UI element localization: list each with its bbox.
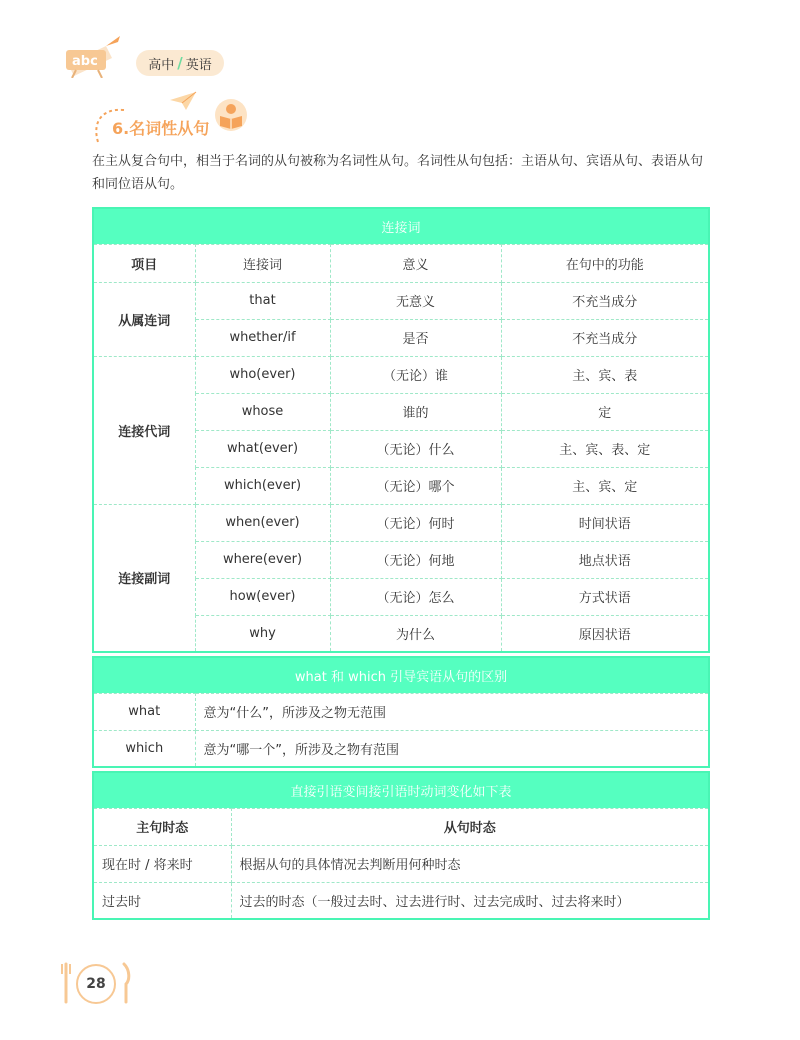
subject-breadcrumb bbox=[136, 50, 224, 76]
meaning-cell: 为什么 bbox=[330, 615, 501, 652]
meaning-cell: 是否 bbox=[330, 319, 501, 356]
meaning-cell: （无论）哪个 bbox=[330, 467, 501, 504]
function-cell: 定 bbox=[501, 393, 709, 430]
table-row bbox=[93, 504, 709, 541]
column-header: 连接词 bbox=[195, 244, 330, 282]
meaning-cell: 无意义 bbox=[330, 282, 501, 319]
word-cell: which(ever) bbox=[195, 467, 330, 504]
main-tense-cell: 过去时 bbox=[93, 882, 231, 919]
column-header: 项目 bbox=[93, 244, 195, 282]
intro-paragraph: 在主从复合句中，相当于名词的从句被称为名词性从句。名词性从句包括：主语从句、宾语从句、表语从句和同位语从句。 bbox=[92, 154, 704, 192]
word-cell: who(ever) bbox=[195, 356, 330, 393]
word-cell: which bbox=[93, 730, 195, 767]
function-cell: 不充当成分 bbox=[501, 319, 709, 356]
meaning-cell: 谁的 bbox=[330, 393, 501, 430]
meaning-cell: （无论）何地 bbox=[330, 541, 501, 578]
description-cell: 意为“什么”，所涉及之物无范围 bbox=[195, 693, 709, 730]
breadcrumb-separator: / bbox=[177, 54, 183, 72]
table-title: what 和 which 引导宾语从句的区别 bbox=[93, 657, 709, 693]
tense-change-table bbox=[92, 771, 710, 920]
word-cell: where(ever) bbox=[195, 541, 330, 578]
main-tense-cell: 现在时 / 将来时 bbox=[93, 845, 231, 882]
category-cell: 连接代词 bbox=[93, 356, 195, 504]
word-cell: whether/if bbox=[195, 319, 330, 356]
table-header-row bbox=[93, 772, 709, 808]
function-cell: 主、宾、表 bbox=[501, 356, 709, 393]
word-cell: what bbox=[93, 693, 195, 730]
word-cell: that bbox=[195, 282, 330, 319]
connectives-table bbox=[92, 207, 710, 653]
column-header: 在句中的功能 bbox=[501, 244, 709, 282]
word-cell: what(ever) bbox=[195, 430, 330, 467]
grade-label: 高中 bbox=[148, 57, 175, 73]
abc-logo-text: abc bbox=[72, 54, 98, 69]
word-cell: why bbox=[195, 615, 330, 652]
column-header-row bbox=[93, 808, 709, 845]
meaning-cell: （无论）什么 bbox=[330, 430, 501, 467]
paper-plane-icon bbox=[168, 90, 198, 112]
word-cell: how(ever) bbox=[195, 578, 330, 615]
page-number: 28 bbox=[86, 976, 106, 992]
column-header: 主句时态 bbox=[93, 808, 231, 845]
abc-logo-icon bbox=[62, 34, 124, 78]
word-cell: when(ever) bbox=[195, 504, 330, 541]
table-row bbox=[93, 845, 709, 882]
table-header-row bbox=[93, 657, 709, 693]
section-title: 6.名词性从句 bbox=[112, 119, 210, 138]
table-title: 直接引语变间接引语时动词变化如下表 bbox=[93, 772, 709, 808]
function-cell: 时间状语 bbox=[501, 504, 709, 541]
column-header: 从句时态 bbox=[231, 808, 709, 845]
category-cell: 从属连词 bbox=[93, 282, 195, 356]
function-cell: 主、宾、表、定 bbox=[501, 430, 709, 467]
column-header: 意义 bbox=[330, 244, 501, 282]
table-header-row bbox=[93, 208, 709, 244]
table-row bbox=[93, 693, 709, 730]
column-header-row bbox=[93, 244, 709, 282]
meaning-cell: （无论）谁 bbox=[330, 356, 501, 393]
sub-tense-cell: 根据从句的具体情况去判断用何种时态 bbox=[231, 845, 709, 882]
sub-tense-cell: 过去的时态（一般过去时、过去进行时、过去完成时、过去将来时） bbox=[231, 882, 709, 919]
meaning-cell: （无论）怎么 bbox=[330, 578, 501, 615]
category-cell: 连接副词 bbox=[93, 504, 195, 652]
table-row bbox=[93, 356, 709, 393]
function-cell: 方式状语 bbox=[501, 578, 709, 615]
reader-icon bbox=[214, 98, 248, 132]
function-cell: 原因状语 bbox=[501, 615, 709, 652]
description-cell: 意为“哪一个”，所涉及之物有范围 bbox=[195, 730, 709, 767]
function-cell: 地点状语 bbox=[501, 541, 709, 578]
word-cell: whose bbox=[195, 393, 330, 430]
table-row bbox=[93, 282, 709, 319]
meaning-cell: （无论）何时 bbox=[330, 504, 501, 541]
subject-label: 英语 bbox=[185, 57, 212, 73]
function-cell: 主、宾、定 bbox=[501, 467, 709, 504]
table-title: 连接词 bbox=[93, 208, 709, 244]
function-cell: 不充当成分 bbox=[501, 282, 709, 319]
table-row bbox=[93, 730, 709, 767]
what-which-table bbox=[92, 656, 710, 768]
table-row bbox=[93, 882, 709, 919]
